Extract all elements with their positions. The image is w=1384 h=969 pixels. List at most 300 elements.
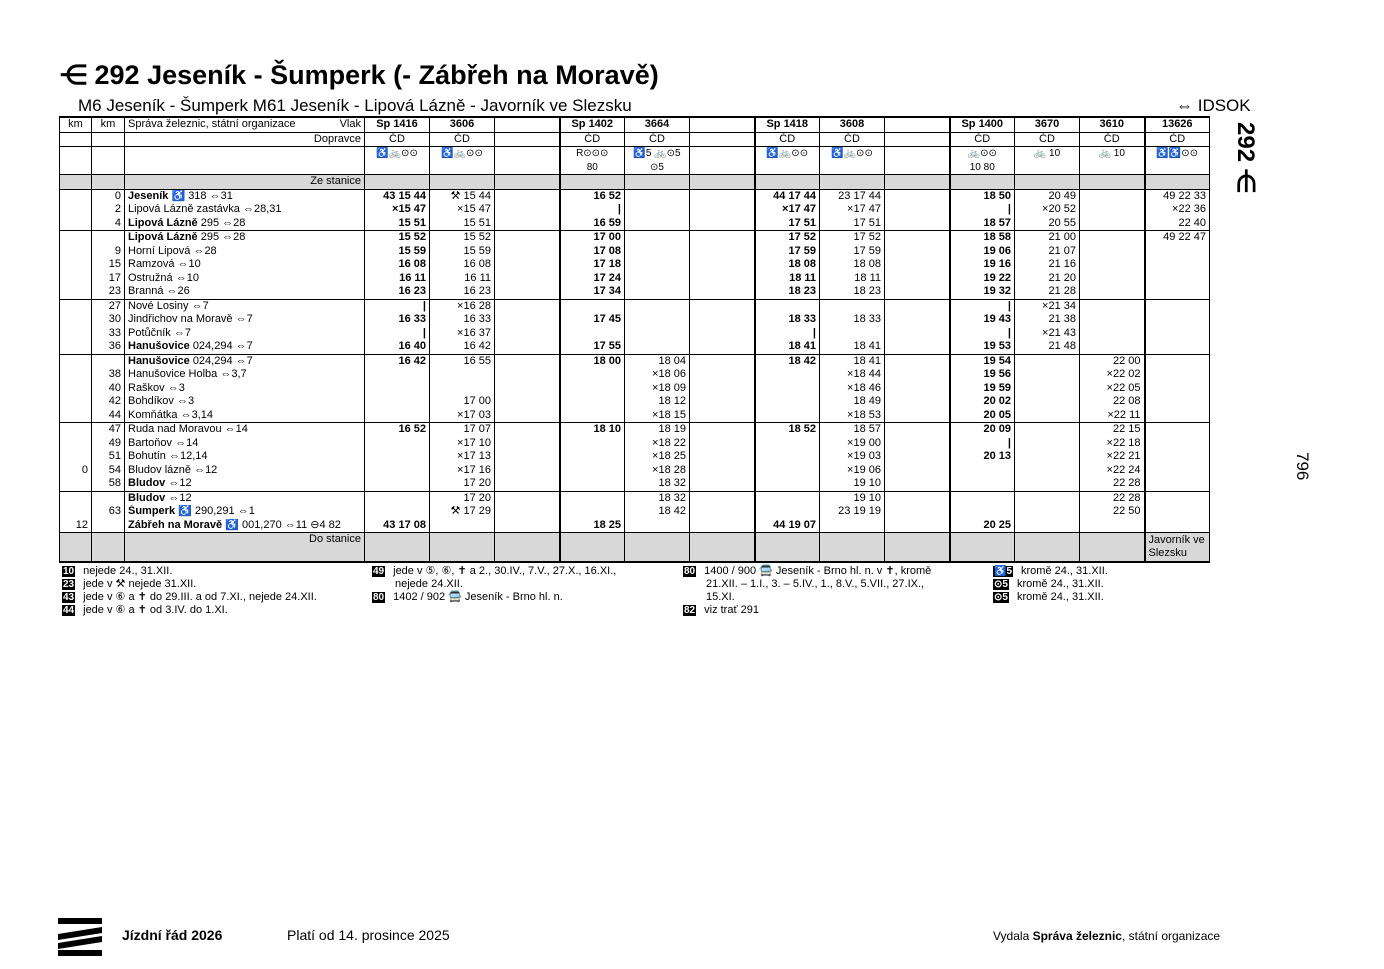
station-name: Hanušovice Holba [128, 368, 218, 381]
time-cell: 17 52 [820, 231, 885, 245]
time-cell: 17 18 [560, 258, 625, 272]
time-cell [885, 299, 950, 313]
time-cell [755, 368, 820, 382]
time-cell [690, 409, 755, 423]
time-cell: 17 52 [755, 231, 820, 245]
time-cell: 17 55 [560, 340, 625, 354]
km1-cell [60, 258, 92, 272]
time-cell [1145, 382, 1210, 396]
time-cell [755, 450, 820, 464]
time-cell [1080, 258, 1145, 272]
time-cell: | [755, 327, 820, 341]
time-cell: 15 52 [430, 231, 495, 245]
time-cell: | [365, 327, 430, 341]
time-cell: ×22 36 [1145, 203, 1210, 217]
km2-cell: 36 [92, 340, 125, 354]
footnote-text: kromě 24., 31.XII. [1021, 565, 1108, 577]
station-info: ⇔26 [166, 285, 190, 298]
time-cell: 22 40 [1145, 217, 1210, 231]
time-cell [1145, 450, 1210, 464]
time-cell: 20 02 [950, 395, 1015, 409]
time-cell: ×22 21 [1080, 450, 1145, 464]
time-cell [1015, 505, 1080, 519]
carrier-cell: ČD [365, 132, 430, 147]
footnote-text: nejede 24.XII. [395, 578, 463, 590]
time-cell: 18 00 [560, 354, 625, 368]
footnote-text: 21.XII. – 1.I., 3. – 5.IV., 1., 8.V., 5.VII., 27.IX., [706, 578, 925, 590]
time-cell: ×17 10 [430, 437, 495, 451]
station-name-cell [125, 258, 365, 272]
train-number: Sp 1416 [365, 117, 430, 132]
station-name: Zábřeh na Moravě [128, 518, 223, 531]
time-cell [1145, 340, 1210, 354]
station-info: ⇔3,14 [180, 408, 214, 421]
time-cell: 20 55 [1015, 217, 1080, 231]
time-cell [690, 450, 755, 464]
time-cell [755, 299, 820, 313]
time-cell: 16 52 [560, 189, 625, 203]
time-cell: 43 17 08 [365, 519, 430, 533]
footnote-mark: 49 [373, 566, 385, 577]
time-cell [885, 477, 950, 491]
time-cell: | [560, 203, 625, 217]
time-cell [755, 382, 820, 396]
footer-publisher: Vydala Správa železnic, státní organizace [993, 929, 1221, 943]
station-info: 024,294 ⇔7 [192, 354, 253, 367]
train-icons-cell: ♿5 🚲⊙5 [625, 147, 690, 161]
time-cell [885, 189, 950, 203]
time-cell [690, 313, 755, 327]
time-cell [1015, 450, 1080, 464]
time-cell: 19 54 [950, 354, 1015, 368]
station-row [60, 519, 1210, 533]
station-name: Šumperk [128, 505, 176, 518]
time-cell [1080, 217, 1145, 231]
empty-cell [560, 533, 625, 563]
footnote-item [62, 578, 362, 591]
time-cell: 44 19 07 [755, 519, 820, 533]
time-cell: 18 41 [820, 354, 885, 368]
time-cell [625, 245, 690, 259]
empty-cell [365, 175, 430, 190]
time-cell [1145, 464, 1210, 478]
time-cell [950, 464, 1015, 478]
time-cell [1015, 382, 1080, 396]
station-row [60, 368, 1210, 382]
station-name: Bludov lázně [128, 463, 191, 476]
time-cell [755, 491, 820, 505]
station-name: Jeseník [128, 189, 169, 202]
station-name: Bludov [128, 477, 166, 490]
empty-cell [690, 175, 755, 190]
station-row [60, 437, 1210, 451]
station-name-cell [125, 477, 365, 491]
station-name-cell [125, 505, 365, 519]
station-name: Hanušovice [128, 340, 190, 353]
time-cell [560, 395, 625, 409]
station-row [60, 354, 1210, 368]
station-info: ⇔3 [167, 381, 185, 394]
time-cell [885, 285, 950, 299]
time-cell: 17 20 [430, 477, 495, 491]
train-notes-cell [690, 161, 755, 175]
time-cell: ⚒ 15 44 [430, 189, 495, 203]
km1-cell [60, 491, 92, 505]
train-number: 3670 [1015, 117, 1080, 132]
km2-cell: 63 [92, 505, 125, 519]
time-cell: 19 56 [950, 368, 1015, 382]
time-cell [625, 519, 690, 533]
time-cell [430, 519, 495, 533]
time-cell: 16 59 [560, 217, 625, 231]
time-cell [495, 437, 560, 451]
time-cell [690, 464, 755, 478]
station-row [60, 231, 1210, 245]
sz-logo-icon [58, 918, 102, 961]
timetable [59, 116, 1210, 563]
time-cell [625, 272, 690, 286]
carrier-cell: ČD [1015, 132, 1080, 147]
time-cell [690, 299, 755, 313]
time-cell: ×22 18 [1080, 437, 1145, 451]
station-name: Lipová Lázně zastávka [128, 203, 240, 216]
km2-cell: 15 [92, 258, 125, 272]
footnote-text: 1402 / 902 🚍 Jeseník - Brno hl. n. [393, 591, 563, 603]
empty-cell [755, 175, 820, 190]
time-cell: 18 08 [755, 258, 820, 272]
time-cell: 15 51 [430, 217, 495, 231]
time-cell [885, 217, 950, 231]
time-cell [690, 395, 755, 409]
time-cell: ×18 22 [625, 437, 690, 451]
time-cell: 18 41 [820, 340, 885, 354]
time-cell [885, 395, 950, 409]
empty-cell [820, 533, 885, 563]
time-cell [1145, 505, 1210, 519]
time-cell: ×18 53 [820, 409, 885, 423]
station-info: ⇔14 [175, 436, 199, 449]
do-stanice-label: Do stanice [125, 533, 365, 563]
footnote-item [372, 591, 672, 604]
time-cell: 17 59 [755, 245, 820, 259]
time-cell: 16 11 [430, 272, 495, 286]
empty-cell [755, 533, 820, 563]
train-notes-cell [1015, 161, 1080, 175]
time-cell [625, 217, 690, 231]
station-row [60, 245, 1210, 259]
time-cell [690, 285, 755, 299]
footnote-mark: 10 [63, 566, 75, 577]
station-row [60, 327, 1210, 341]
station-info: 295 ⇔28 [200, 216, 246, 229]
time-cell [495, 354, 560, 368]
time-cell [885, 245, 950, 259]
time-cell: 18 32 [625, 477, 690, 491]
time-cell [560, 368, 625, 382]
time-cell: 19 59 [950, 382, 1015, 396]
time-cell: 15 59 [430, 245, 495, 259]
empty-cell [1080, 533, 1145, 563]
empty-cell [1015, 175, 1080, 190]
station-name-cell [125, 354, 365, 368]
km2-cell: 30 [92, 313, 125, 327]
station-name: Bludov [128, 491, 166, 504]
km1-cell [60, 409, 92, 423]
time-cell [950, 505, 1015, 519]
train-notes-cell [365, 161, 430, 175]
time-cell [1080, 189, 1145, 203]
station-name-cell [125, 313, 365, 327]
header-row-icons [60, 147, 1210, 161]
km1-cell [60, 423, 92, 437]
time-cell [1015, 423, 1080, 437]
train-number [690, 117, 755, 132]
time-cell: ×19 03 [820, 450, 885, 464]
time-cell [430, 368, 495, 382]
empty-cell [60, 147, 92, 161]
station-info: ⇔12,14 [168, 450, 208, 463]
station-name-cell [125, 231, 365, 245]
time-cell [1080, 203, 1145, 217]
time-cell [885, 340, 950, 354]
time-cell: 16 23 [430, 285, 495, 299]
time-cell: ×18 09 [625, 382, 690, 396]
station-row [60, 505, 1210, 519]
km2-cell: 54 [92, 464, 125, 478]
time-cell [690, 354, 755, 368]
time-cell [885, 464, 950, 478]
page-title [60, 60, 659, 91]
time-cell: 16 55 [430, 354, 495, 368]
time-cell: 17 07 [430, 423, 495, 437]
time-cell [625, 299, 690, 313]
time-cell [1145, 272, 1210, 286]
station-info: ⇔10 [175, 271, 199, 284]
footnote-text: jede v ⑥ a ✝ od 3.IV. do 1.XI. [83, 604, 228, 616]
station-info: 295 ⇔28 [200, 231, 246, 244]
time-cell [495, 245, 560, 259]
time-cell [365, 437, 430, 451]
station-row [60, 217, 1210, 231]
time-cell [365, 368, 430, 382]
footnote-text: nejede 24., 31.XII. [83, 565, 173, 577]
station-name: Bartoňov [128, 436, 173, 449]
station-info: 024,294 ⇔7 [192, 340, 253, 353]
station-name-cell [125, 423, 365, 437]
time-cell: 21 07 [1015, 245, 1080, 259]
empty-cell [92, 132, 125, 147]
time-cell [1015, 395, 1080, 409]
train-notes-cell: 10 80 [950, 161, 1015, 175]
station-row [60, 464, 1210, 478]
km2-cell: 17 [92, 272, 125, 286]
time-cell: 17 59 [820, 245, 885, 259]
km2-cell [92, 231, 125, 245]
time-cell [495, 368, 560, 382]
empty-cell [690, 533, 755, 563]
time-cell: ×17 13 [430, 450, 495, 464]
time-cell: 15 59 [365, 245, 430, 259]
time-cell [495, 464, 560, 478]
time-cell [885, 368, 950, 382]
time-cell: 19 16 [950, 258, 1015, 272]
time-cell [560, 299, 625, 313]
km2-cell: 0 [92, 189, 125, 203]
time-cell [1145, 368, 1210, 382]
time-cell: 21 38 [1015, 313, 1080, 327]
station-name: Nové Losiny [128, 299, 189, 312]
footnote-mark: ⊙5 [994, 592, 1008, 603]
station-row [60, 285, 1210, 299]
km1-cell [60, 477, 92, 491]
footnote-item [683, 578, 983, 591]
time-cell [495, 395, 560, 409]
time-cell [885, 327, 950, 341]
time-cell: 16 08 [430, 258, 495, 272]
time-cell [755, 505, 820, 519]
train-number: 3610 [1080, 117, 1145, 132]
time-cell: 22 08 [1080, 395, 1145, 409]
empty-cell [1080, 175, 1145, 190]
train-icons-cell: ♿🚲⊙⊙ [820, 147, 885, 161]
station-name-cell [125, 450, 365, 464]
time-cell: 16 33 [365, 313, 430, 327]
empty-cell [885, 533, 950, 563]
carrier-cell: ČD [820, 132, 885, 147]
time-cell: ×22 02 [1080, 368, 1145, 382]
station-info: ⇔14 [224, 423, 248, 436]
time-cell [430, 382, 495, 396]
empty-cell [625, 175, 690, 190]
time-cell [625, 231, 690, 245]
time-cell [495, 409, 560, 423]
km2-cell: 33 [92, 327, 125, 341]
time-cell [625, 327, 690, 341]
km2-cell: 4 [92, 217, 125, 231]
time-cell [495, 423, 560, 437]
time-cell: 18 23 [755, 285, 820, 299]
time-cell [885, 519, 950, 533]
time-cell [885, 203, 950, 217]
time-cell [690, 327, 755, 341]
km1-cell [60, 395, 92, 409]
station-row [60, 477, 1210, 491]
line-subtitle: M6 Jeseník - Šumperk M61 Jeseník - Lipová Lázně - Javorník ve Slezsku [78, 96, 632, 115]
empty-cell [60, 533, 92, 563]
empty-cell [125, 147, 365, 161]
time-cell: 16 42 [430, 340, 495, 354]
footnotes-col-3 [683, 565, 983, 617]
station-row [60, 299, 1210, 313]
time-cell [1145, 245, 1210, 259]
empty-cell [60, 132, 92, 147]
station-name-cell [125, 245, 365, 259]
time-cell [495, 340, 560, 354]
train-notes-cell: 80 [560, 161, 625, 175]
time-cell: 21 20 [1015, 272, 1080, 286]
time-cell [690, 231, 755, 245]
empty-cell [820, 175, 885, 190]
time-cell: 17 51 [755, 217, 820, 231]
time-cell: | [950, 437, 1015, 451]
km1-cell [60, 189, 92, 203]
time-cell: 19 53 [950, 340, 1015, 354]
time-cell [885, 313, 950, 327]
time-cell: 23 19 19 [820, 505, 885, 519]
header-row-dopravce [60, 132, 1210, 147]
time-cell: | [365, 299, 430, 313]
time-cell [885, 491, 950, 505]
station-info: ⇔12 [168, 491, 192, 504]
footnote-item [683, 604, 983, 617]
time-cell: ×18 15 [625, 409, 690, 423]
operator-header [125, 117, 365, 132]
time-cell: 18 52 [755, 423, 820, 437]
station-name-cell [125, 395, 365, 409]
time-cell [1080, 272, 1145, 286]
time-cell [885, 423, 950, 437]
footnote-mark: 43 [63, 592, 75, 603]
time-cell [560, 464, 625, 478]
time-cell [755, 409, 820, 423]
time-cell: ×20 52 [1015, 203, 1080, 217]
time-cell: 18 32 [625, 491, 690, 505]
time-cell: 18 25 [560, 519, 625, 533]
time-cell [1145, 354, 1210, 368]
time-cell [950, 491, 1015, 505]
train-icons-cell: ♿🚲⊙⊙ [430, 147, 495, 161]
time-cell: 20 13 [950, 450, 1015, 464]
station-name-cell [125, 272, 365, 286]
time-cell: 18 57 [950, 217, 1015, 231]
time-cell: ×22 24 [1080, 464, 1145, 478]
time-cell [365, 477, 430, 491]
train-number [495, 117, 560, 132]
time-cell [495, 231, 560, 245]
vlak-label: Vlak [339, 118, 361, 131]
station-name: Raškov [128, 381, 165, 394]
time-cell [1080, 299, 1145, 313]
train-icons-cell [690, 147, 755, 161]
time-cell [690, 477, 755, 491]
time-cell [1015, 437, 1080, 451]
footnote-mark: 23 [63, 579, 75, 590]
time-cell [690, 382, 755, 396]
time-cell: 17 00 [560, 231, 625, 245]
time-cell: 15 51 [365, 217, 430, 231]
km1-cell [60, 368, 92, 382]
time-cell [755, 477, 820, 491]
empty-cell [495, 533, 560, 563]
time-cell: 22 15 [1080, 423, 1145, 437]
train-notes-cell [755, 161, 820, 175]
station-name: Bohdíkov [128, 395, 174, 408]
time-cell [365, 505, 430, 519]
time-cell [690, 203, 755, 217]
time-cell [885, 272, 950, 286]
time-cell [365, 409, 430, 423]
time-cell [690, 189, 755, 203]
time-cell: 18 04 [625, 354, 690, 368]
station-name-cell [125, 299, 365, 313]
km1-cell [60, 231, 92, 245]
time-cell: 18 49 [820, 395, 885, 409]
time-cell [1145, 437, 1210, 451]
empty-cell [1145, 175, 1210, 190]
station-name-cell [125, 409, 365, 423]
time-cell: 18 41 [755, 340, 820, 354]
empty-cell [92, 533, 125, 563]
